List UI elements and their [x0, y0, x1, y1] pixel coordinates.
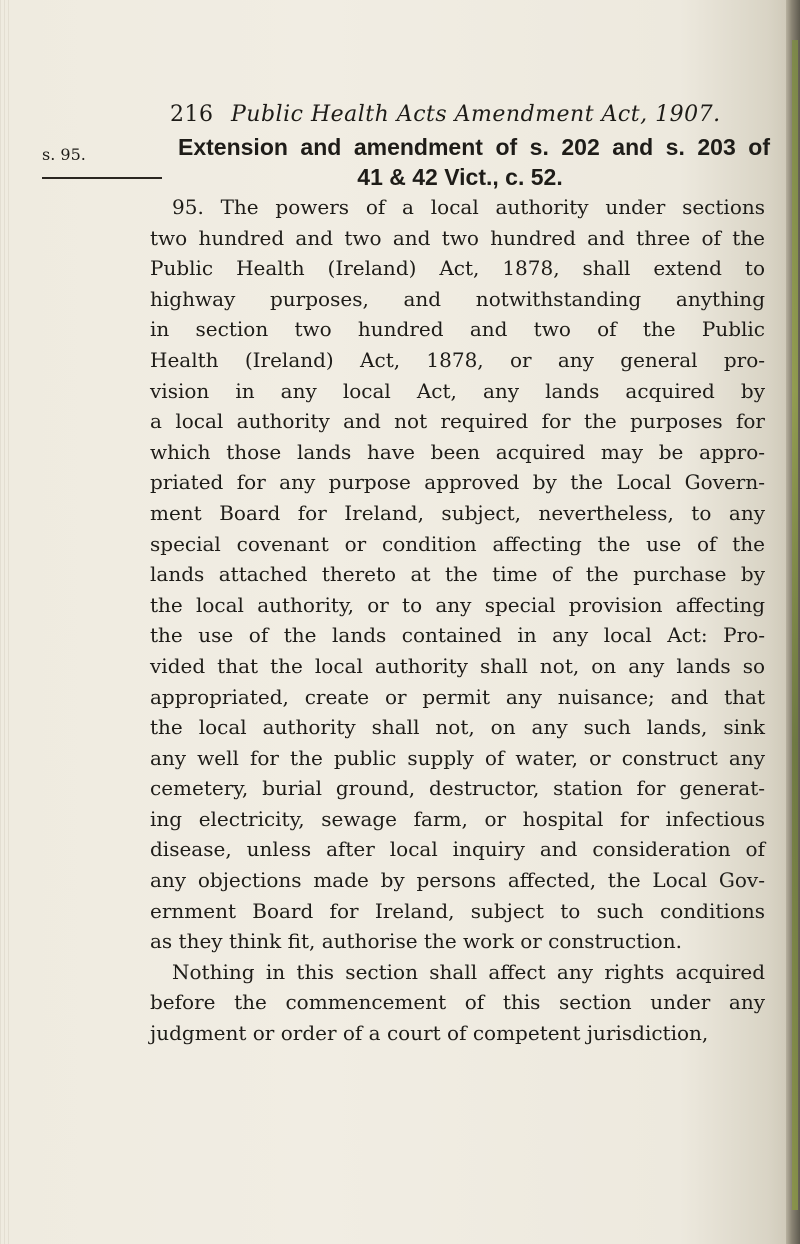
section-heading-line-2: 41 & 42 Vict., c. 52. [357, 164, 563, 190]
body-line: judgment or order of a court of competent jurisdiction, [150, 1021, 709, 1046]
body-line: a local authority and not required for the purposes for [150, 409, 765, 434]
section-heading-line-1: Extension and amendment of s. 202 and s. 203 of [178, 134, 770, 160]
body-line: the local authority, or to any special provision affecting [150, 592, 765, 617]
body-line: ing electricity, sewage farm, or hospital for infectious [150, 806, 765, 831]
body-line: any well for the public supply of water, or construct any [150, 745, 765, 770]
page-number: 216 [170, 102, 214, 127]
body-line: 95. The powers of a local authority under sections [172, 195, 765, 219]
body-line: disease, unless after local inquiry and consideration of [150, 837, 765, 862]
margin-section-note: s. 95. [42, 145, 86, 164]
page-left-edge [0, 0, 12, 1244]
body-line: the local authority shall not, on any such lands, sink [150, 715, 765, 740]
body-line: priated for any purpose approved by the Local Govern- [150, 470, 765, 495]
section-heading [150, 132, 770, 192]
running-head-title: Public Health Acts Amendment Act, 1907. [231, 102, 721, 127]
body-line: ernment Board for Ireland, subject to such conditions [150, 898, 765, 923]
body-line: lands attached thereto at the time of the purchase by [150, 562, 765, 587]
margin-rule [42, 177, 162, 179]
body-line: appropriated, create or permit any nuisance; and that [150, 684, 765, 709]
body-line: special covenant or condition affecting the use of the [150, 531, 765, 556]
book-cover-edge [792, 40, 798, 1210]
body-line: as they think fit, authorise the work or construction. [150, 929, 682, 954]
body-line: Public Health (Ireland) Act, 1878, shall extend to [150, 256, 765, 281]
body-line: two hundred and two and two hundred and three of the [150, 225, 765, 250]
body-line: vided that the local authority shall not, on any lands so [150, 653, 765, 678]
body-line: which those lands have been acquired may be appro- [150, 439, 765, 464]
body-line: the use of the lands contained in any local Act: Pro- [150, 623, 765, 648]
body-line: any objections made by persons affected, the Local Gov- [150, 868, 765, 893]
body-line: cemetery, burial ground, destructor, station for generat- [150, 776, 765, 801]
body-line: vision in any local Act, any lands acquired by [150, 378, 765, 403]
body-line: Nothing in this section shall affect any rights acquired [172, 959, 765, 984]
body-line: before the commencement of this section under any [150, 990, 765, 1015]
body-line: ment Board for Ireland, subject, nevertheless, to any [150, 500, 765, 525]
body-line: Health (Ireland) Act, 1878, or any general pro- [150, 347, 765, 372]
body-line: highway purposes, and notwithstanding anything [150, 286, 765, 311]
section-body [150, 192, 765, 1049]
running-head [170, 102, 721, 127]
body-line: in section two hundred and two of the Public [150, 317, 765, 342]
